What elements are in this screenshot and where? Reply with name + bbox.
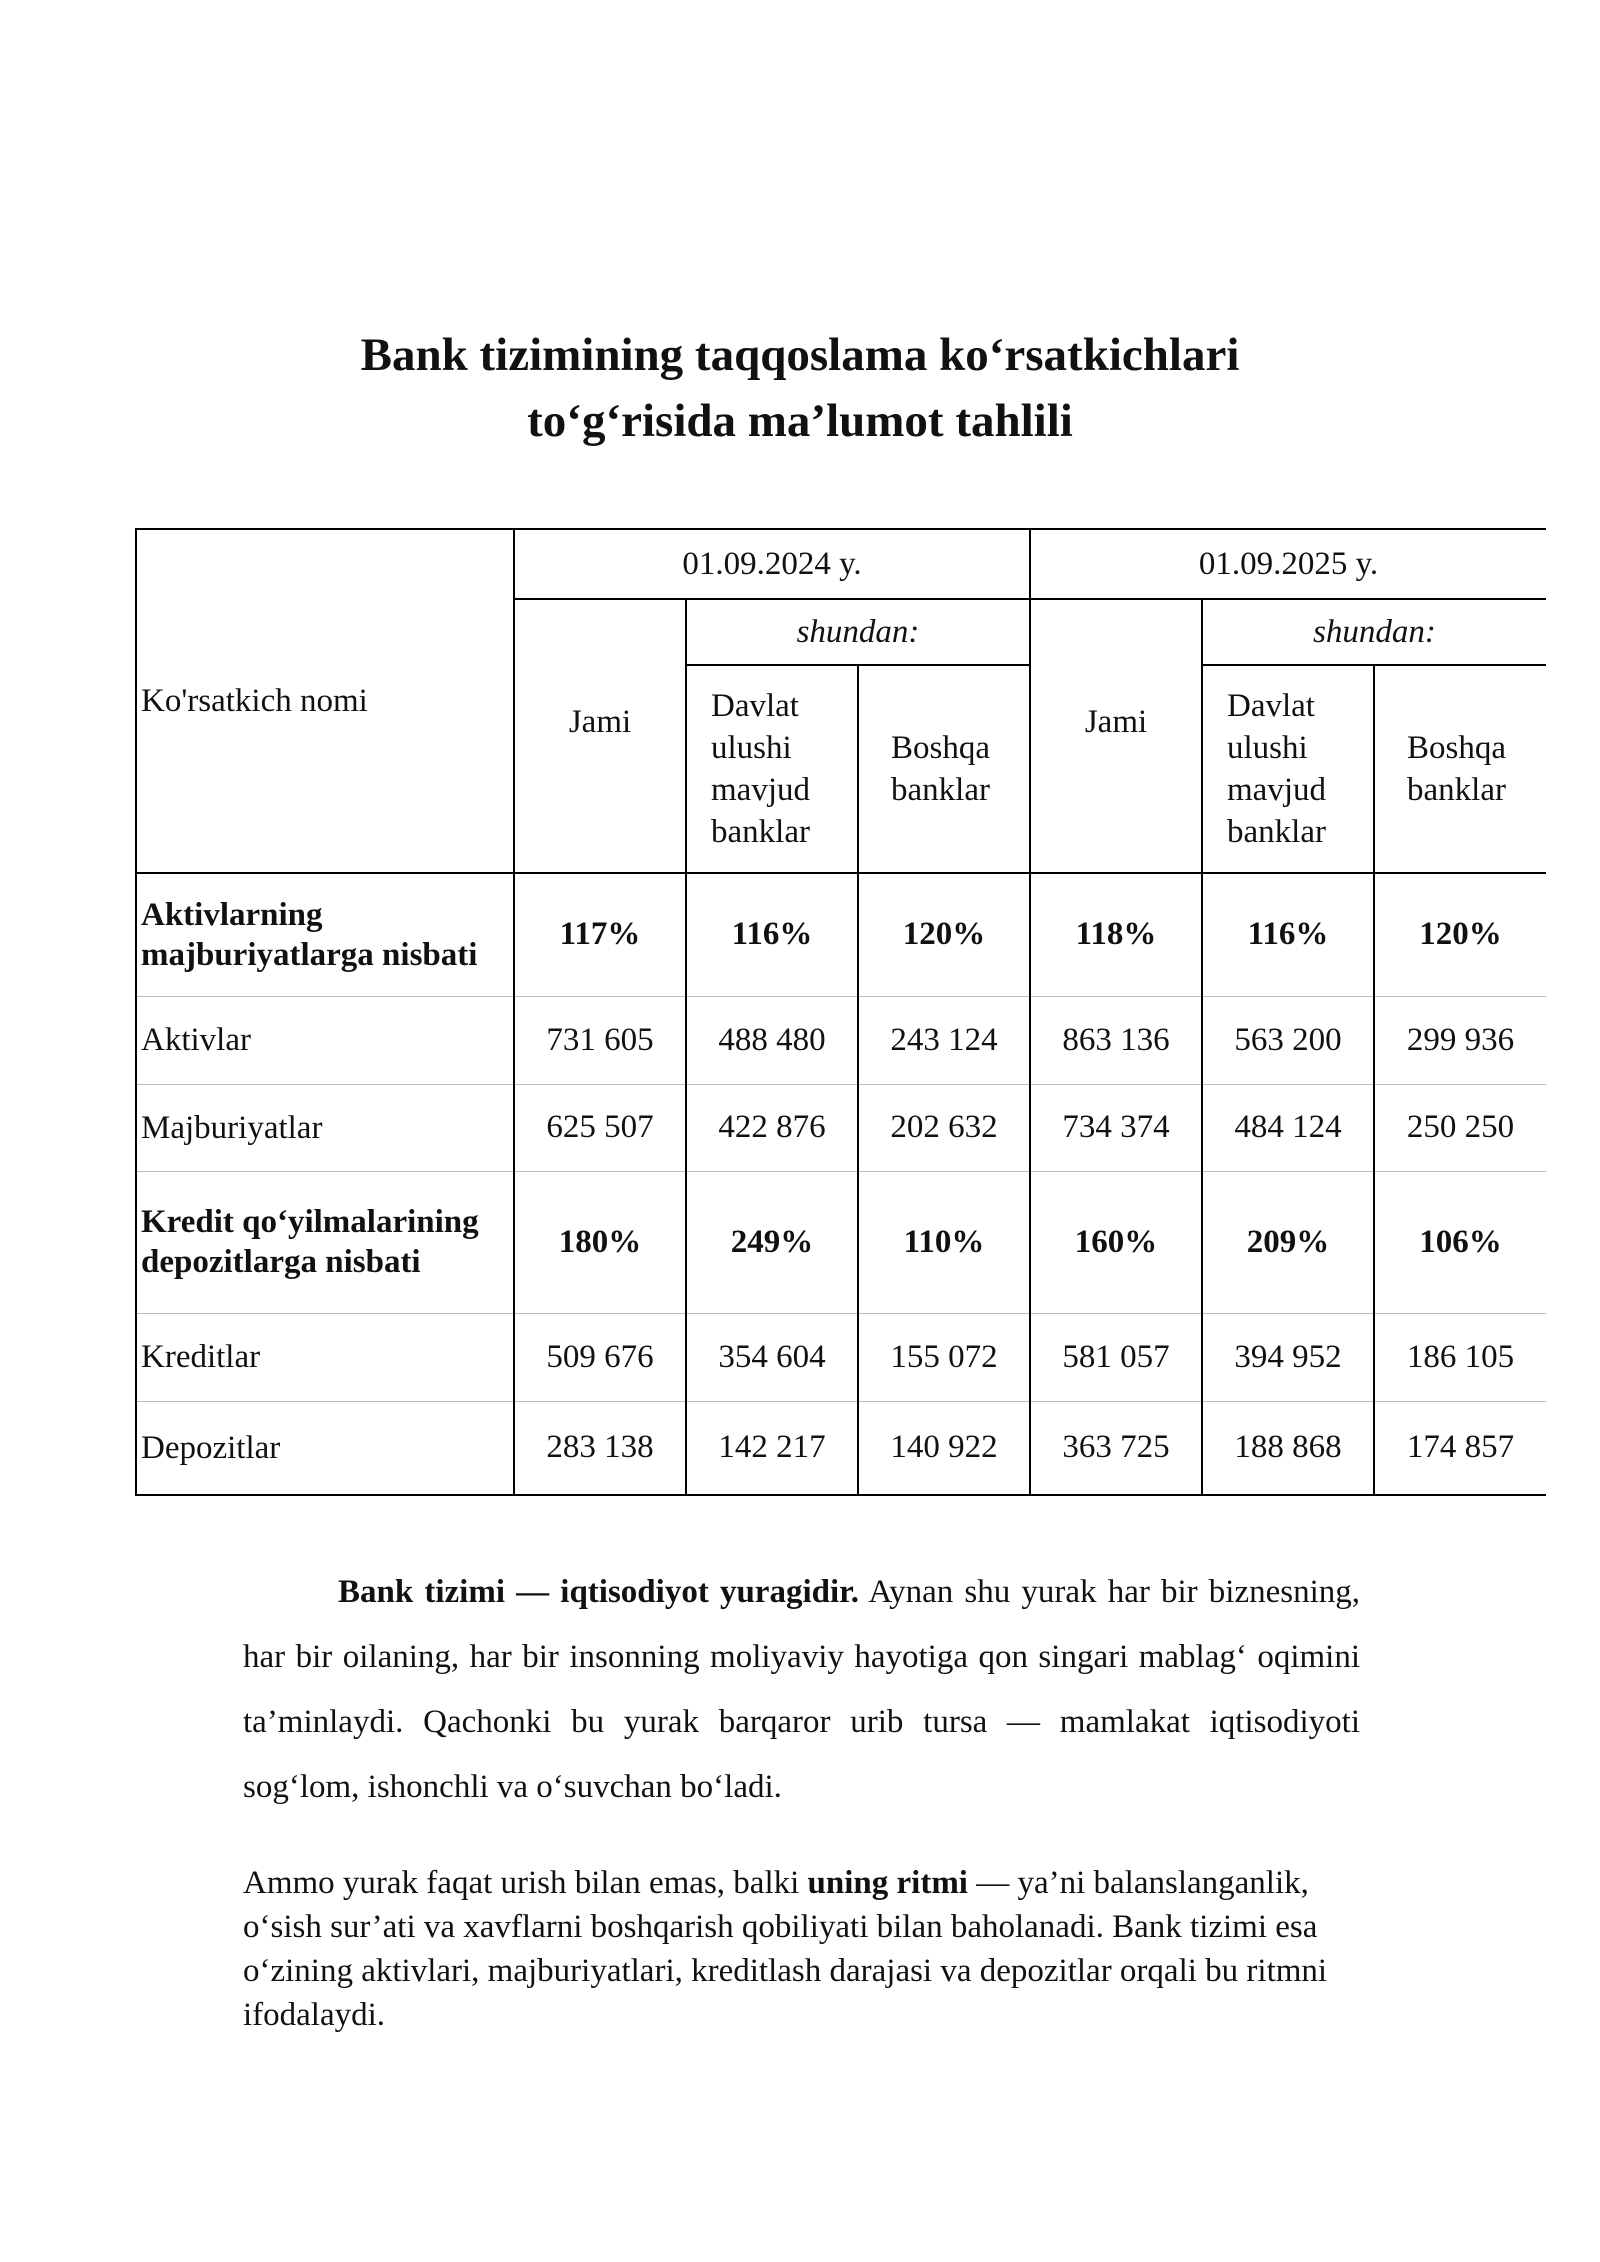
cell: 142 217: [686, 1401, 858, 1495]
header-shundan-2025: shundan:: [1202, 599, 1546, 665]
cell: 509 676: [514, 1313, 686, 1401]
cell: 731 605: [514, 996, 686, 1084]
cell: 140 922: [858, 1401, 1030, 1495]
header-davlat-word: Davlat: [1227, 688, 1315, 724]
paragraph-2-before: Ammo yurak faqat urish bilan emas, balki: [243, 1865, 808, 1901]
row-name: Majburiyatlar: [136, 1084, 514, 1171]
title-line-2: to‘g‘risida ma’lumot tahlili: [527, 395, 1073, 447]
cell: 118%: [1030, 873, 1202, 996]
cell: 299 936: [1374, 996, 1546, 1084]
row-name: Kreditlar: [136, 1313, 514, 1401]
cell: 354 604: [686, 1313, 858, 1401]
cell: 625 507: [514, 1084, 686, 1171]
header-boshqa-2024: [858, 665, 1030, 873]
cell: 110%: [858, 1171, 1030, 1313]
cell: 202 632: [858, 1084, 1030, 1171]
paragraph-2-after: — ya’ni balanslanganlik, o‘sish sur’ati va xavflarni boshqarish qobiliyati bilan baholanadi. Bank tizimi esa o‘zining aktivlari, majburiyatlari, kreditlash darajasi va depozitlar orqali bu ritmni ifodalaydi.: [243, 1865, 1328, 2033]
header-davlat-word: Davlat: [711, 688, 799, 724]
row-name: Depozitlar: [136, 1401, 514, 1495]
paragraph-1-text: Aynan shu yurak har bir biznesning, har bir oilaning, har bir insonning moliyaviy hayotiga qon singari mablag‘ oqimini ta’minlaydi. Qachonki bu yurak barqaror urib tursa — mamlakat iqtisodiyoti sog‘lom, ishonchli va o‘suvchan bo‘ladi.: [243, 1574, 1361, 1805]
comparison-table: [135, 528, 1546, 1496]
cell: 120%: [1374, 873, 1546, 996]
cell: 484 124: [1202, 1084, 1374, 1171]
cell: 209%: [1202, 1171, 1374, 1313]
cell: 422 876: [686, 1084, 858, 1171]
row-name: Kredit qo‘yilmalarining depozitlarga nisbati: [136, 1171, 514, 1313]
paragraph-1: [243, 1560, 1360, 1820]
header-boshqa-2025: [1374, 665, 1546, 873]
header-indicator-name: Ko'rsatkich nomi: [136, 529, 514, 873]
header-date-2025: 01.09.2025 y.: [1030, 529, 1546, 599]
cell: 174 857: [1374, 1401, 1546, 1495]
header-boshqa-word: Boshqa: [1407, 730, 1506, 766]
cell: 160%: [1030, 1171, 1202, 1313]
header-jami-2024: Jami: [514, 599, 686, 873]
row-name: Aktivlarning majburiyatlarga nisbati: [136, 873, 514, 996]
cell: 116%: [686, 873, 858, 996]
cell: 188 868: [1202, 1401, 1374, 1495]
paragraph-1-bold: Bank tizimi — iqtisodiyot yuragidir.: [338, 1574, 860, 1610]
cell: 394 952: [1202, 1313, 1374, 1401]
cell: 734 374: [1030, 1084, 1202, 1171]
header-boshqa-word: Boshqa: [891, 730, 990, 766]
table-row: [136, 873, 1546, 996]
header-davlat-2024: [686, 665, 858, 873]
table-row: [136, 996, 1546, 1084]
header-davlat-word: banklar: [711, 814, 810, 850]
cell: 117%: [514, 873, 686, 996]
cell: 581 057: [1030, 1313, 1202, 1401]
header-jami-2025: Jami: [1030, 599, 1202, 873]
cell: 363 725: [1030, 1401, 1202, 1495]
header-boshqa-word: banklar: [1407, 772, 1506, 808]
header-date-2024: 01.09.2024 y.: [514, 529, 1030, 599]
row-name: Aktivlar: [136, 996, 514, 1084]
cell: 250 250: [1374, 1084, 1546, 1171]
page-title: [0, 322, 1600, 454]
table-row: [136, 1313, 1546, 1401]
cell: 283 138: [514, 1401, 686, 1495]
cell: 243 124: [858, 996, 1030, 1084]
cell: 106%: [1374, 1171, 1546, 1313]
cell: 186 105: [1374, 1313, 1546, 1401]
table-row: [136, 1084, 1546, 1171]
table-row: [136, 1171, 1546, 1313]
cell: 155 072: [858, 1313, 1030, 1401]
header-davlat-word: mavjud: [1227, 772, 1326, 808]
table-row: [136, 1401, 1546, 1495]
cell: 563 200: [1202, 996, 1374, 1084]
paragraph-2-bold: uning ritmi: [807, 1865, 968, 1901]
header-davlat-word: ulushi: [711, 730, 792, 766]
header-davlat-word: ulushi: [1227, 730, 1308, 766]
cell: 488 480: [686, 996, 858, 1084]
header-shundan-2024: shundan:: [686, 599, 1030, 665]
title-line-1: Bank tizimining taqqoslama ko‘rsatkichlari: [360, 329, 1240, 381]
header-davlat-word: banklar: [1227, 814, 1326, 850]
cell: 120%: [858, 873, 1030, 996]
header-boshqa-word: banklar: [891, 772, 990, 808]
header-davlat-word: mavjud: [711, 772, 810, 808]
cell: 249%: [686, 1171, 858, 1313]
cell: 180%: [514, 1171, 686, 1313]
header-davlat-2025: [1202, 665, 1374, 873]
cell: 116%: [1202, 873, 1374, 996]
cell: 863 136: [1030, 996, 1202, 1084]
paragraph-2: [243, 1861, 1360, 2037]
